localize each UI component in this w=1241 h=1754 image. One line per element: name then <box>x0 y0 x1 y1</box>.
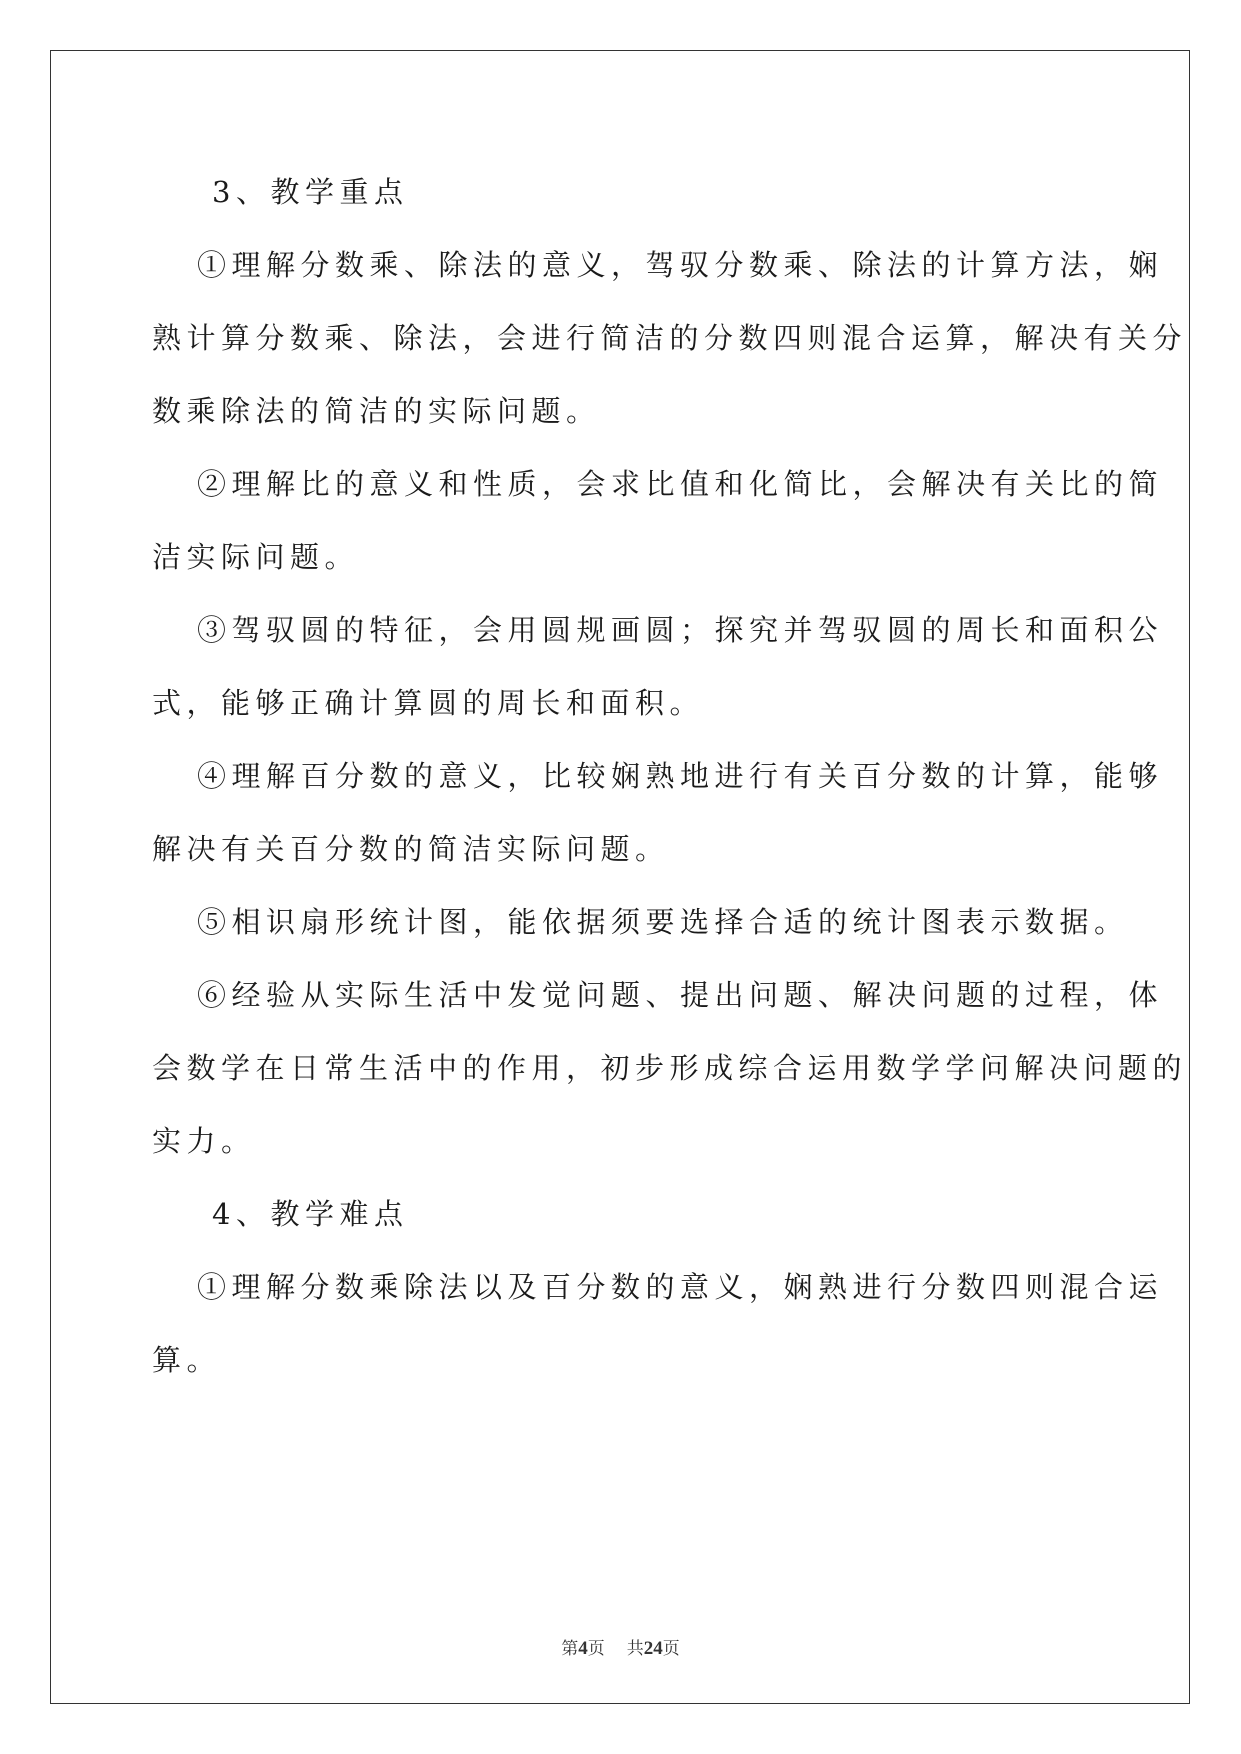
paragraph-line: 算。 <box>152 1343 222 1377</box>
footer-total-suffix: 页 <box>662 1639 680 1659</box>
paragraph-line: ⑤相识扇形统计图，能依据须要选择合适的统计图表示数据。 <box>197 905 1129 939</box>
paragraph-line: ②理解比的意义和性质，会求比值和化简比，会解决有关比的简 <box>197 467 1164 501</box>
page-border <box>50 50 1190 1704</box>
paragraph-line: ③驾驭圆的特征，会用圆规画圆；探究并驾驭圆的周长和面积公 <box>197 613 1164 647</box>
paragraph-line: 洁实际问题。 <box>152 540 360 574</box>
paragraph-line: ①理解分数乘、除法的意义，驾驭分数乘、除法的计算方法，娴 <box>197 248 1164 282</box>
footer-total-prefix: 共 <box>626 1639 644 1659</box>
paragraph-line: 熟计算分数乘、除法，会进行简洁的分数四则混合运算，解决有关分 <box>152 321 1188 355</box>
paragraph-line: 实力。 <box>152 1124 256 1158</box>
paragraph-line: ④理解百分数的意义，比较娴熟地进行有关百分数的计算，能够 <box>197 759 1164 793</box>
paragraph-line: ①理解分数乘除法以及百分数的意义，娴熟进行分数四则混合运 <box>197 1270 1164 1304</box>
paragraph-line: 会数学在日常生活中的作用，初步形成综合运用数学学问解决问题的 <box>152 1051 1188 1085</box>
footer-page-suffix: 页 <box>587 1639 605 1659</box>
total-page-count: 24 <box>643 1638 663 1659</box>
paragraph-line: 数乘除法的简洁的实际问题。 <box>152 394 601 428</box>
section-heading-difficulties: 4、教学难点 <box>212 1197 409 1231</box>
footer-prefix: 第 <box>561 1639 579 1659</box>
paragraph-line: ⑥经验从实际生活中发觉问题、提出问题、解决问题的过程，体 <box>197 978 1164 1012</box>
page-footer <box>0 1634 1241 1660</box>
paragraph-line: 式，能够正确计算圆的周长和面积。 <box>152 686 705 720</box>
current-page-number: 4 <box>578 1638 588 1659</box>
section-heading-key-points: 3、教学重点 <box>212 175 409 209</box>
paragraph-line: 解决有关百分数的简洁实际问题。 <box>152 832 670 866</box>
